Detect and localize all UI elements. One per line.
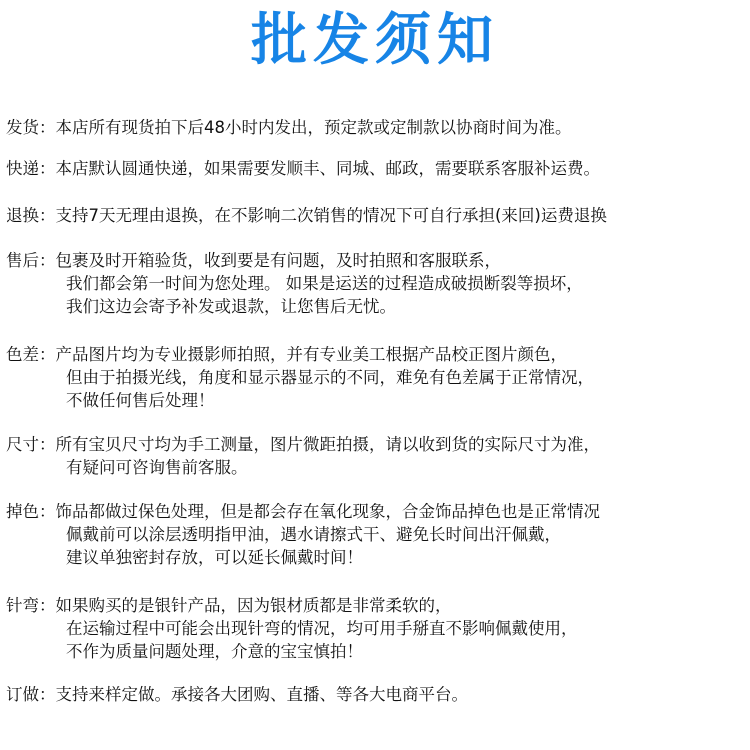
section-first-line [6, 204, 750, 227]
section-label: 退换： [6, 206, 56, 225]
section-returns [6, 204, 750, 227]
section-label: 色差： [6, 345, 56, 364]
section-first-line [6, 343, 750, 366]
section-first-line [6, 116, 750, 139]
section-first-line [6, 500, 750, 523]
section-label: 售后： [6, 251, 56, 270]
section-text: 不作为质量问题处理，介意的宝宝慎拍！ [66, 642, 363, 661]
section-text: 本店所有现货拍下后48小时内发出，预定款或定制款以协商时间为准。 [55, 118, 572, 137]
section-first-line [6, 683, 750, 706]
section-label: 订做： [6, 685, 56, 704]
section-first-line [6, 594, 750, 617]
section-bent-pin [6, 594, 750, 663]
section-text: 但由于拍摄光线，角度和显示器显示的不同，难免有色差属于正常情况， [66, 368, 594, 387]
section-text: 支持来样定做。承接各大团购、直播、等各大电商平台。 [55, 685, 468, 704]
section-label: 掉色： [6, 502, 56, 521]
section-text: 本店默认圆通快递，如果需要发顺丰、同城、邮政，需要联系客服补运费。 [55, 159, 600, 178]
section-text: 包裹及时开箱验货，收到要是有问题，及时拍照和客服联系， [55, 251, 501, 270]
section-text: 产品图片均为专业摄影师拍照，并有专业美工根据产品校正图片颜色， [55, 345, 567, 364]
section-size [6, 433, 750, 479]
section-fading [6, 500, 750, 569]
section-label: 针弯： [6, 596, 56, 615]
section-text: 佩戴前可以涂层透明指甲油，遇水请擦式干、避免长时间出汗佩戴， [66, 525, 561, 544]
section-label: 发货： [6, 118, 56, 137]
section-text: 我们这边会寄予补发或退款，让您售后无忧。 [66, 297, 396, 316]
section-text: 有疑问可咨询售前客服。 [66, 458, 248, 477]
section-courier [6, 157, 750, 180]
section-label: 尺寸： [6, 435, 56, 454]
section-custom-order [6, 683, 750, 706]
section-text: 不做任何售后处理！ [66, 391, 215, 410]
page-title: 批发须知 [251, 8, 499, 73]
section-after-sales [6, 249, 750, 318]
section-shipping [6, 116, 750, 139]
section-text: 支持7天无理由退换，在不影响二次销售的情况下可自行承担(来回)运费退换 [55, 206, 607, 225]
section-first-line [6, 433, 750, 456]
section-first-line [6, 157, 750, 180]
section-text: 我们都会第一时间为您处理。 如果是运送的过程造成破损断裂等损坏， [66, 274, 583, 293]
section-text: 所有宝贝尺寸均为手工测量，图片微距拍摄，请以收到货的实际尺寸为准， [55, 435, 600, 454]
section-text: 建议单独密封存放，可以延长佩戴时间！ [66, 548, 363, 567]
section-first-line [6, 249, 750, 272]
section-text: 饰品都做过保色处理，但是都会存在氧化现象，合金饰品掉色也是正常情况 [55, 502, 600, 521]
section-text: 如果购买的是银针产品，因为银材质都是非常柔软的， [55, 596, 452, 615]
section-color-difference [6, 343, 750, 412]
section-text: 在运输过程中可能会出现针弯的情况，均可用手掰直不影响佩戴使用， [66, 619, 578, 638]
section-label: 快递： [6, 159, 56, 178]
